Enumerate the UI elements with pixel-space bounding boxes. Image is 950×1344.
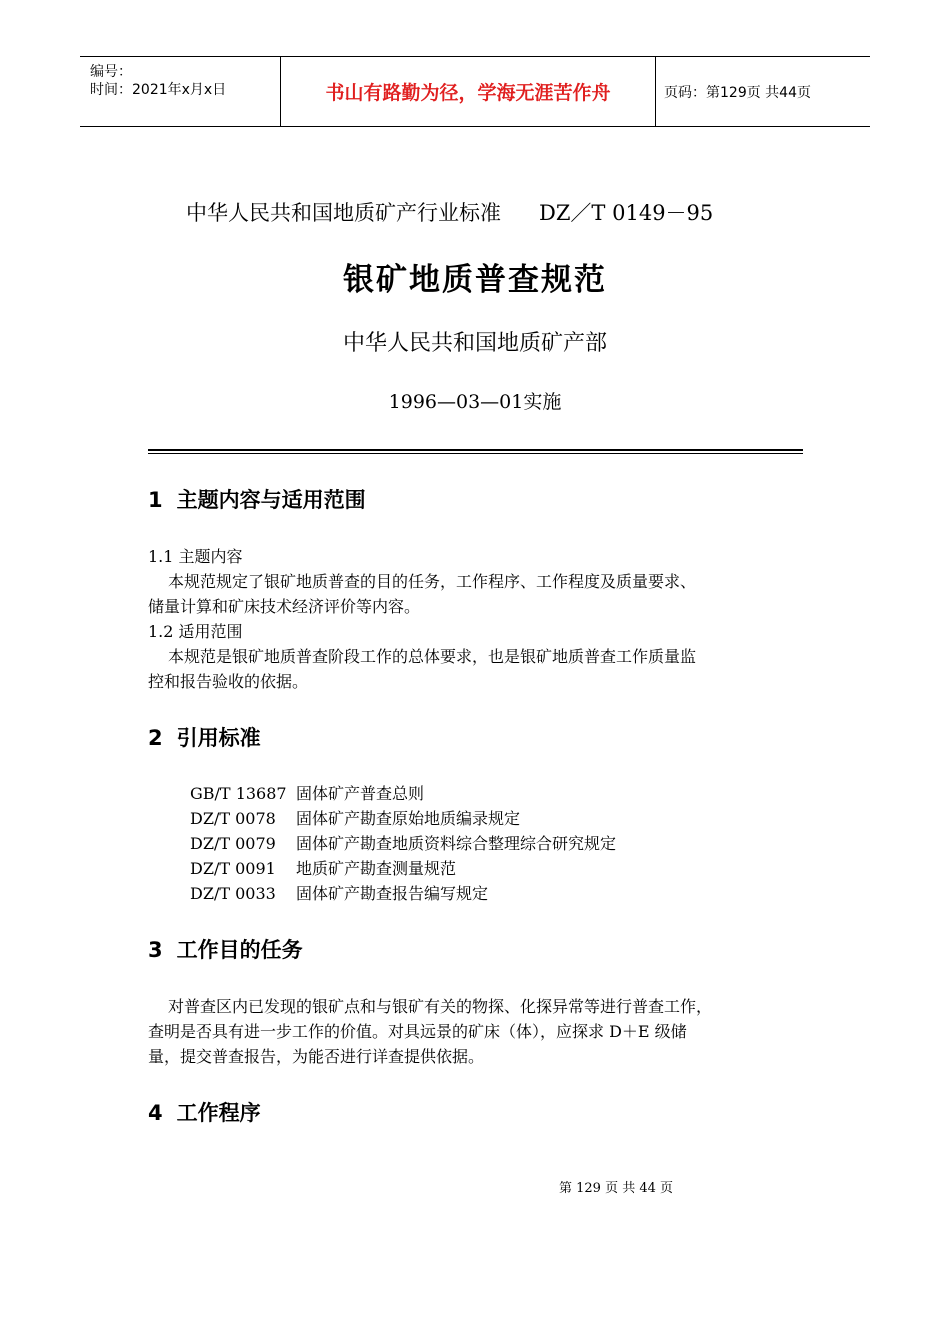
subsection-1-1-title: 1.1 主题内容 [148, 547, 243, 566]
section-3-heading [148, 934, 303, 964]
paragraph-line: 储量计算和矿床技术经济评价等内容。 [148, 597, 421, 616]
standard-code: DZ／T 0149－95 [539, 201, 714, 225]
section-title: 主题内容与适用范围 [176, 488, 366, 512]
reference-item [190, 856, 456, 879]
paragraph-line: 对普查区内已发现的银矿点和与银矿有关的物探、化探异常等进行普查工作， [168, 997, 713, 1016]
reference-name: 固体矿产勘查原始地质编录规定 [296, 809, 521, 828]
document-title: 银矿地质普查规范 [343, 262, 607, 298]
section-title: 工作目的任务 [176, 938, 303, 962]
paragraph-line: 控和报告验收的依据。 [148, 672, 309, 691]
title-divider-thick [148, 449, 803, 451]
reference-code: DZ/T 0091 [190, 859, 276, 878]
serial-label: 编号： [90, 64, 132, 80]
section-4-heading [148, 1097, 261, 1127]
reference-item [190, 831, 616, 854]
header-page-info: 页码：第129页 共44页 [664, 84, 811, 101]
time-label: 时间：2021年x月x日 [90, 82, 227, 98]
reference-item [190, 881, 488, 904]
paragraph-line: 本规范规定了银矿地质普查的目的任务，工作程序、工作程度及质量要求、 [168, 572, 697, 591]
standard-category: 中华人民共和国地质矿产行业标准 [186, 201, 501, 225]
page-header-table [80, 56, 870, 127]
reference-code: GB/T 13687 [190, 784, 287, 803]
section-number: 2 [148, 726, 163, 750]
reference-item [190, 806, 520, 829]
paragraph-line: 量，提交普查报告，为能否进行详查提供依据。 [148, 1047, 485, 1066]
reference-name: 固体矿产勘查地质资料综合整理综合研究规定 [296, 834, 617, 853]
subsection-1-2-title: 1.2 适用范围 [148, 622, 243, 641]
section-title: 工作程序 [176, 1101, 261, 1125]
reference-code: DZ/T 0079 [190, 834, 276, 853]
reference-name: 地质矿产勘查测量规范 [296, 859, 457, 878]
reference-code: DZ/T 0078 [190, 809, 276, 828]
section-number: 3 [148, 938, 163, 962]
reference-code: DZ/T 0033 [190, 884, 276, 903]
implementation-date: 1996—03—01实施 [388, 391, 562, 413]
section-title: 引用标准 [176, 726, 261, 750]
issuer: 中华人民共和国地质矿产部 [342, 331, 607, 356]
section-2-heading [148, 722, 261, 752]
reference-item [190, 781, 424, 804]
section-number: 4 [148, 1101, 163, 1125]
header-motto: 书山有路勤为径，学海无涯苦作舟 [281, 57, 656, 126]
reference-name: 固体矿产普查总则 [296, 784, 425, 803]
standard-line [186, 197, 713, 227]
paragraph-line: 本规范是银矿地质普查阶段工作的总体要求，也是银矿地质普查工作质量监 [168, 647, 697, 666]
section-1-heading [148, 484, 366, 514]
header-meta-cell [80, 57, 281, 126]
reference-name: 固体矿产勘查报告编写规定 [296, 884, 489, 903]
title-divider-thin [148, 453, 803, 454]
section-number: 1 [148, 488, 163, 512]
page-footer: 第 129 页 共 44 页 [559, 1181, 674, 1196]
paragraph-line: 查明是否具有进一步工作的价值。对具远景的矿床（体），应探求 D＋E 级储 [148, 1022, 687, 1041]
